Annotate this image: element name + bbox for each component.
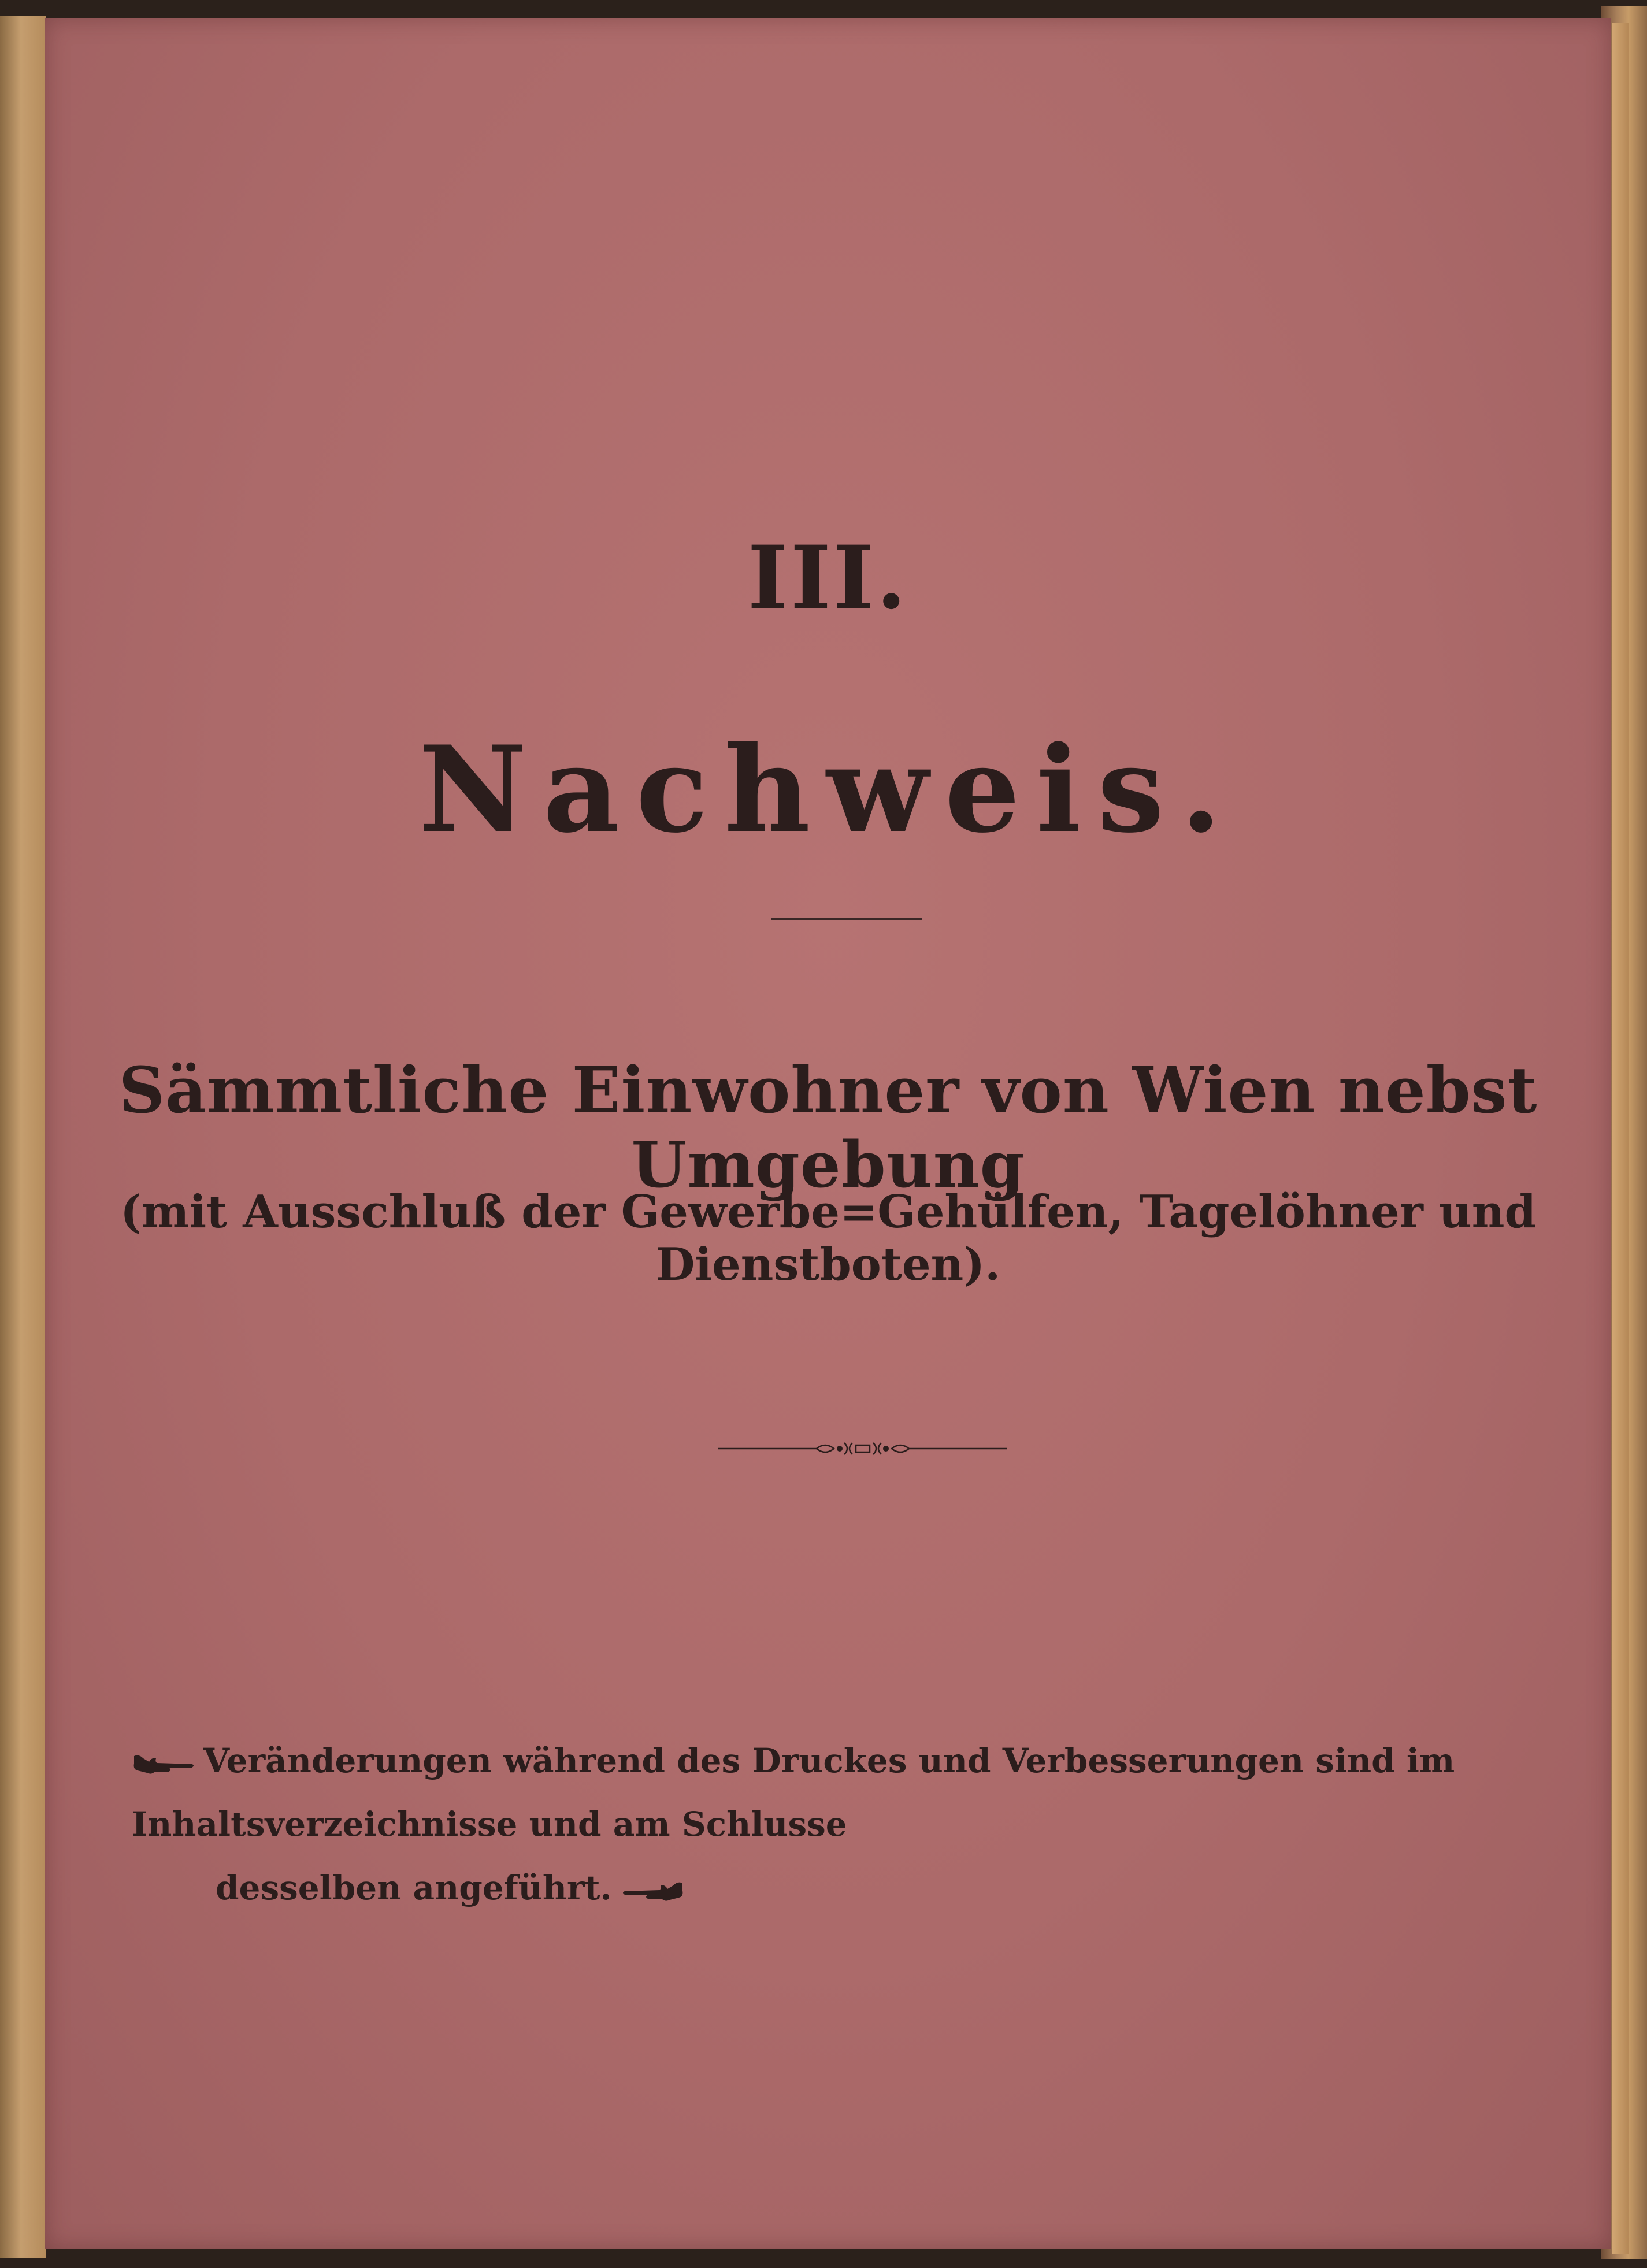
right-book-edge-highlight xyxy=(1612,23,1629,2254)
page-title: Nachweis. xyxy=(418,721,1238,859)
subtitle: Sämmtliche Einwohner von Wien nebst Umgebung xyxy=(118,1053,1538,1202)
title-page xyxy=(45,18,1611,2249)
printing-note-line-2 xyxy=(132,1856,1594,1920)
printing-note xyxy=(132,1729,1594,1920)
printing-note-text-1: Veränderungen während des Druckes und Verbesserungen sind im Inhaltsverzeichnisse und am Schlusse xyxy=(132,1741,1455,1844)
title-rule xyxy=(771,918,922,920)
pointing-hand-left-icon xyxy=(621,1879,685,1903)
pointing-hand-right-icon xyxy=(132,1751,195,1776)
subnote: (mit Ausschluß der Gewerbe=Gehülfen, Tagelöhner und Dienstboten). xyxy=(120,1186,1536,1291)
ornament-rule-icon xyxy=(718,1437,1007,1460)
printing-note-text-2: desselben angeführt. xyxy=(216,1868,612,1907)
printing-note-line-1 xyxy=(132,1729,1594,1856)
left-page-edge xyxy=(0,16,46,2258)
section-numeral: III. xyxy=(747,527,909,629)
